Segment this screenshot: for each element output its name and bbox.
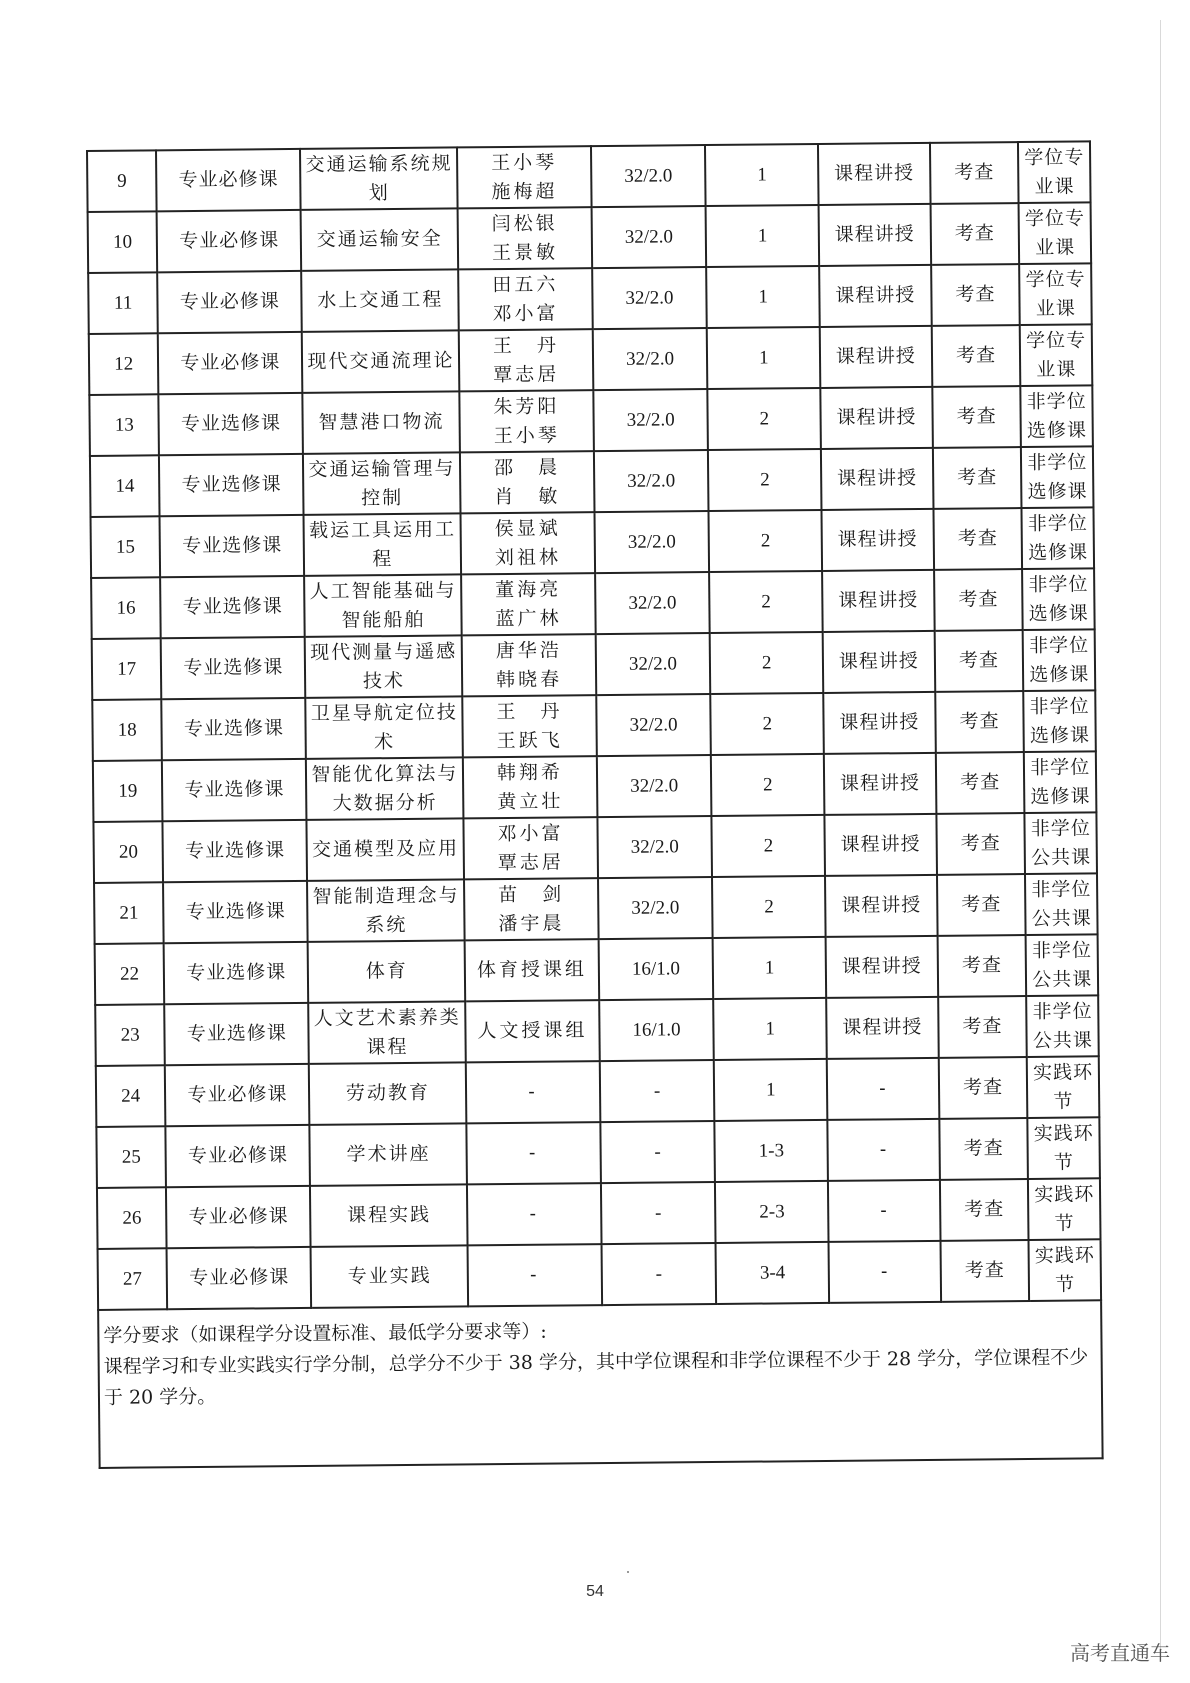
assessment-cell: 考查 bbox=[940, 1179, 1029, 1241]
row-number-cell: 18 bbox=[92, 699, 162, 761]
semester-cell: 1 bbox=[714, 1059, 827, 1121]
course-category-cell: 非学位公共课 bbox=[1026, 934, 1098, 996]
row-number-cell: 27 bbox=[98, 1248, 168, 1310]
course-type-cell: 专业必修课 bbox=[157, 210, 302, 272]
assessment-cell: 考查 bbox=[934, 569, 1023, 631]
hours-credits-cell: 32/2.0 bbox=[592, 267, 707, 329]
course-category-cell: 学位专业课 bbox=[1020, 263, 1092, 325]
semester-cell: 1 bbox=[713, 937, 826, 999]
course-type-cell: 专业选修课 bbox=[161, 637, 306, 699]
hours-credits-cell: 16/1.0 bbox=[598, 938, 713, 1000]
course-type-cell: 专业必修课 bbox=[158, 332, 303, 394]
assessment-cell: 考查 bbox=[933, 508, 1022, 570]
semester-cell: 2-3 bbox=[715, 1181, 828, 1243]
assessment-cell: 考查 bbox=[930, 142, 1019, 204]
hours-credits-cell: 32/2.0 bbox=[594, 511, 709, 573]
hours-credits-cell: 32/2.0 bbox=[598, 877, 713, 939]
hours-credits-cell: 32/2.0 bbox=[594, 450, 709, 512]
teaching-method-cell: 课程讲授 bbox=[823, 631, 935, 693]
hours-credits-cell: 32/2.0 bbox=[597, 816, 712, 878]
course-name-cell: 现代测量与遥感技术 bbox=[305, 635, 463, 698]
table-row bbox=[88, 263, 1092, 334]
teaching-method-cell: 课程讲授 bbox=[824, 753, 936, 815]
course-category-cell: 学位专业课 bbox=[1019, 202, 1091, 264]
row-number-cell: 16 bbox=[91, 577, 161, 639]
teaching-method-cell: 课程讲授 bbox=[822, 570, 934, 632]
course-category-cell: 实践环节 bbox=[1029, 1239, 1101, 1301]
hours-credits-cell: 32/2.0 bbox=[591, 206, 706, 268]
semester-cell: 2 bbox=[711, 693, 824, 755]
teaching-method-cell: 课程讲授 bbox=[823, 692, 935, 754]
course-category-cell: 非学位选修课 bbox=[1024, 751, 1096, 813]
table-row bbox=[90, 446, 1094, 517]
semester-cell: 1 bbox=[706, 205, 819, 267]
semester-cell: 2 bbox=[711, 754, 824, 816]
hours-credits-cell: 32/2.0 bbox=[595, 572, 710, 634]
course-type-cell: 专业必修课 bbox=[165, 1064, 310, 1126]
course-category-cell: 非学位选修课 bbox=[1021, 446, 1093, 508]
course-teacher-cell: 韩翔希 黄立壮 bbox=[463, 756, 597, 818]
course-teacher-cell: 人文授课组 bbox=[466, 1000, 600, 1062]
credit-requirements-text: 课程学习和专业实践实行学分制，总学分不少于 38 学分，其中学位课程和非学位课程不少于 28 学分，学位课程不少于 20 学分。 bbox=[103, 1346, 1089, 1409]
watermark-text: 高考直通车 bbox=[1070, 1641, 1170, 1665]
course-teacher-cell: - bbox=[467, 1183, 601, 1245]
table-row bbox=[96, 1117, 1100, 1188]
semester-cell: 2 bbox=[710, 632, 823, 694]
table-row bbox=[91, 568, 1095, 639]
course-category-cell: 学位专业课 bbox=[1020, 324, 1092, 386]
row-number-cell: 15 bbox=[91, 516, 161, 578]
row-number-cell: 21 bbox=[94, 882, 164, 944]
row-number-cell: 22 bbox=[95, 943, 165, 1005]
hours-credits-cell: - bbox=[600, 1121, 715, 1183]
course-type-cell: 专业选修课 bbox=[163, 820, 308, 882]
assessment-cell: 考查 bbox=[936, 813, 1025, 875]
course-name-cell: 体育 bbox=[308, 940, 466, 1003]
course-name-cell: 卫星导航定位技术 bbox=[306, 696, 464, 759]
semester-cell: 2 bbox=[712, 815, 825, 877]
teaching-method-cell: 课程讲授 bbox=[819, 265, 931, 327]
course-category-cell: 实践环节 bbox=[1028, 1117, 1100, 1179]
course-category-cell: 实践环节 bbox=[1028, 1178, 1100, 1240]
page-number: 54 bbox=[586, 1583, 604, 1600]
course-category-cell: 学位专业课 bbox=[1018, 141, 1090, 203]
course-name-cell: 智慧港口物流 bbox=[303, 391, 461, 454]
assessment-cell: 考查 bbox=[931, 264, 1020, 326]
course-category-cell: 非学位选修课 bbox=[1021, 385, 1093, 447]
course-teacher-cell: 苗 剑 潘宇晨 bbox=[464, 878, 598, 940]
row-number-cell: 23 bbox=[95, 1004, 165, 1066]
semester-cell: 3-4 bbox=[716, 1242, 829, 1304]
course-category-cell: 非学位公共课 bbox=[1025, 873, 1097, 935]
course-type-cell: 专业选修课 bbox=[162, 698, 307, 760]
course-type-cell: 专业必修课 bbox=[166, 1125, 311, 1187]
hours-credits-cell: 32/2.0 bbox=[595, 633, 710, 695]
hours-credits-cell: 32/2.0 bbox=[592, 328, 707, 390]
assessment-cell: 考查 bbox=[935, 752, 1024, 814]
course-type-cell: 专业选修课 bbox=[160, 576, 305, 638]
course-type-cell: 专业必修课 bbox=[167, 1247, 312, 1309]
semester-cell: 2 bbox=[712, 876, 825, 938]
semester-cell: 2 bbox=[709, 510, 822, 572]
hours-credits-cell: - bbox=[599, 1060, 714, 1122]
table-row bbox=[89, 385, 1093, 456]
teaching-method-cell: 课程讲授 bbox=[826, 997, 938, 1059]
row-number-cell: 20 bbox=[93, 821, 163, 883]
table-row bbox=[95, 934, 1099, 1005]
row-number-cell: 11 bbox=[88, 272, 158, 334]
course-type-cell: 专业必修课 bbox=[166, 1186, 311, 1248]
hours-credits-cell: 32/2.0 bbox=[596, 755, 711, 817]
row-number-cell: 14 bbox=[90, 455, 160, 517]
course-teacher-cell: 王小琴 施梅超 bbox=[457, 146, 591, 208]
course-type-cell: 专业必修课 bbox=[156, 149, 301, 211]
course-name-cell: 水上交通工程 bbox=[302, 269, 460, 332]
assessment-cell: 考查 bbox=[938, 1057, 1027, 1119]
course-category-cell: 非学位选修课 bbox=[1024, 690, 1096, 752]
course-table-body bbox=[87, 141, 1101, 1310]
course-category-cell: 实践环节 bbox=[1027, 1056, 1099, 1118]
assessment-cell: 考查 bbox=[940, 1240, 1029, 1302]
teaching-method-cell: - bbox=[827, 1119, 939, 1181]
hours-credits-cell: - bbox=[601, 1243, 716, 1305]
course-name-cell: 交通模型及应用 bbox=[307, 818, 465, 881]
teaching-method-cell: - bbox=[828, 1180, 940, 1242]
assessment-cell: 考查 bbox=[937, 874, 1026, 936]
table-row bbox=[88, 202, 1092, 273]
course-name-cell: 载运工具运用工程 bbox=[304, 513, 462, 576]
course-category-cell: 非学位公共课 bbox=[1027, 995, 1099, 1057]
teaching-method-cell: 课程讲授 bbox=[822, 509, 934, 571]
row-number-cell: 17 bbox=[92, 638, 162, 700]
course-name-cell: 交通运输安全 bbox=[301, 208, 459, 271]
course-name-cell: 交通运输系统规划 bbox=[300, 147, 458, 210]
course-name-cell: 人文艺术素养类课程 bbox=[309, 1001, 467, 1064]
table-row bbox=[87, 141, 1091, 212]
course-type-cell: 专业选修课 bbox=[164, 942, 309, 1004]
course-teacher-cell: 邓小富 覃志居 bbox=[464, 817, 598, 879]
course-teacher-cell: 邵 晨 肖 敏 bbox=[460, 451, 594, 513]
semester-cell: 1 bbox=[714, 998, 827, 1060]
hours-credits-cell: 32/2.0 bbox=[596, 694, 711, 756]
table-row bbox=[96, 1056, 1100, 1127]
teaching-method-cell: 课程讲授 bbox=[821, 448, 933, 510]
assessment-cell: 考查 bbox=[931, 325, 1020, 387]
page-edge-line bbox=[1160, 20, 1161, 1660]
teaching-method-cell: 课程讲授 bbox=[826, 936, 938, 998]
course-teacher-cell: 体育授课组 bbox=[465, 939, 599, 1001]
teaching-method-cell: - bbox=[827, 1058, 939, 1120]
scan-speck bbox=[627, 1571, 629, 1573]
assessment-cell: 考查 bbox=[934, 630, 1023, 692]
assessment-cell: 考查 bbox=[937, 935, 1026, 997]
semester-cell: 2 bbox=[710, 571, 823, 633]
course-name-cell: 智能优化算法与大数据分析 bbox=[306, 757, 464, 820]
course-type-cell: 专业选修课 bbox=[159, 393, 304, 455]
table-row bbox=[98, 1239, 1102, 1310]
course-teacher-cell: 王 丹 覃志居 bbox=[459, 329, 593, 391]
table-row bbox=[95, 995, 1099, 1066]
hours-credits-cell: 32/2.0 bbox=[593, 389, 708, 451]
course-teacher-cell: - bbox=[468, 1244, 602, 1306]
credit-requirements-heading: 学分要求（如课程学分设置标准、最低学分要求等）: bbox=[103, 1320, 547, 1347]
table-row bbox=[93, 751, 1097, 822]
semester-cell: 1-3 bbox=[715, 1120, 828, 1182]
course-teacher-cell: 朱芳阳 王小琴 bbox=[460, 390, 594, 452]
course-type-cell: 专业必修课 bbox=[157, 271, 302, 333]
table-row bbox=[91, 507, 1095, 578]
course-type-cell: 专业选修课 bbox=[160, 515, 305, 577]
assessment-cell: 考查 bbox=[935, 691, 1024, 753]
teaching-method-cell: 课程讲授 bbox=[819, 204, 931, 266]
teaching-method-cell: 课程讲授 bbox=[824, 814, 936, 876]
credit-requirements-box bbox=[97, 1301, 1103, 1469]
course-category-cell: 非学位选修课 bbox=[1022, 507, 1094, 569]
table-row bbox=[89, 324, 1093, 395]
semester-cell: 2 bbox=[708, 449, 821, 511]
course-category-cell: 非学位公共课 bbox=[1025, 812, 1097, 874]
course-teacher-cell: - bbox=[467, 1122, 601, 1184]
course-name-cell: 劳动教育 bbox=[309, 1062, 467, 1125]
course-name-cell: 课程实践 bbox=[310, 1184, 468, 1247]
row-number-cell: 24 bbox=[96, 1065, 166, 1127]
course-name-cell: 现代交通流理论 bbox=[302, 330, 460, 393]
hours-credits-cell: - bbox=[601, 1182, 716, 1244]
course-teacher-cell: 王 丹 王跃飞 bbox=[463, 695, 597, 757]
course-teacher-cell: - bbox=[466, 1061, 600, 1123]
course-category-cell: 非学位选修课 bbox=[1023, 568, 1095, 630]
course-teacher-cell: 闫松银 王景敏 bbox=[458, 207, 592, 269]
course-type-cell: 专业选修课 bbox=[163, 881, 308, 943]
table-row bbox=[93, 812, 1097, 883]
assessment-cell: 考查 bbox=[938, 996, 1027, 1058]
semester-cell: 2 bbox=[708, 388, 821, 450]
table-row bbox=[94, 873, 1098, 944]
course-type-cell: 专业选修课 bbox=[165, 1003, 310, 1065]
course-sheet bbox=[86, 140, 1104, 1558]
teaching-method-cell: - bbox=[829, 1241, 941, 1303]
course-name-cell: 交通运输管理与控制 bbox=[303, 452, 461, 515]
row-number-cell: 25 bbox=[96, 1126, 166, 1188]
course-name-cell: 人工智能基础与智能船舶 bbox=[304, 574, 462, 637]
teaching-method-cell: 课程讲授 bbox=[825, 875, 937, 937]
teaching-method-cell: 课程讲授 bbox=[820, 387, 932, 449]
course-type-cell: 专业选修课 bbox=[162, 759, 307, 821]
row-number-cell: 13 bbox=[89, 394, 159, 456]
assessment-cell: 考查 bbox=[930, 203, 1019, 265]
course-name-cell: 学术讲座 bbox=[310, 1123, 468, 1186]
table-row bbox=[97, 1178, 1101, 1249]
assessment-cell: 考查 bbox=[933, 447, 1022, 509]
course-name-cell: 专业实践 bbox=[311, 1245, 469, 1308]
semester-cell: 1 bbox=[707, 327, 820, 389]
hours-credits-cell: 32/2.0 bbox=[591, 145, 706, 207]
teaching-method-cell: 课程讲授 bbox=[820, 326, 932, 388]
course-name-cell: 智能制造理念与系统 bbox=[307, 879, 465, 942]
assessment-cell: 考查 bbox=[932, 386, 1021, 448]
teaching-method-cell: 课程讲授 bbox=[818, 143, 930, 205]
table-row bbox=[92, 690, 1096, 761]
course-category-cell: 非学位选修课 bbox=[1023, 629, 1095, 691]
semester-cell: 1 bbox=[705, 144, 818, 206]
row-number-cell: 12 bbox=[89, 333, 159, 395]
course-teacher-cell: 唐华浩 韩晓春 bbox=[462, 634, 596, 696]
row-number-cell: 10 bbox=[88, 211, 158, 273]
row-number-cell: 26 bbox=[97, 1187, 167, 1249]
assessment-cell: 考查 bbox=[939, 1118, 1028, 1180]
course-teacher-cell: 董海亮 蓝广林 bbox=[461, 573, 595, 635]
table-row bbox=[92, 629, 1096, 700]
hours-credits-cell: 16/1.0 bbox=[599, 999, 714, 1061]
course-teacher-cell: 侯显斌 刘祖林 bbox=[461, 512, 595, 574]
row-number-cell: 19 bbox=[93, 760, 163, 822]
course-table bbox=[86, 140, 1102, 1311]
course-teacher-cell: 田五六 邓小富 bbox=[459, 268, 593, 330]
row-number-cell: 9 bbox=[87, 150, 157, 212]
course-type-cell: 专业选修课 bbox=[159, 454, 304, 516]
semester-cell: 1 bbox=[707, 266, 820, 328]
